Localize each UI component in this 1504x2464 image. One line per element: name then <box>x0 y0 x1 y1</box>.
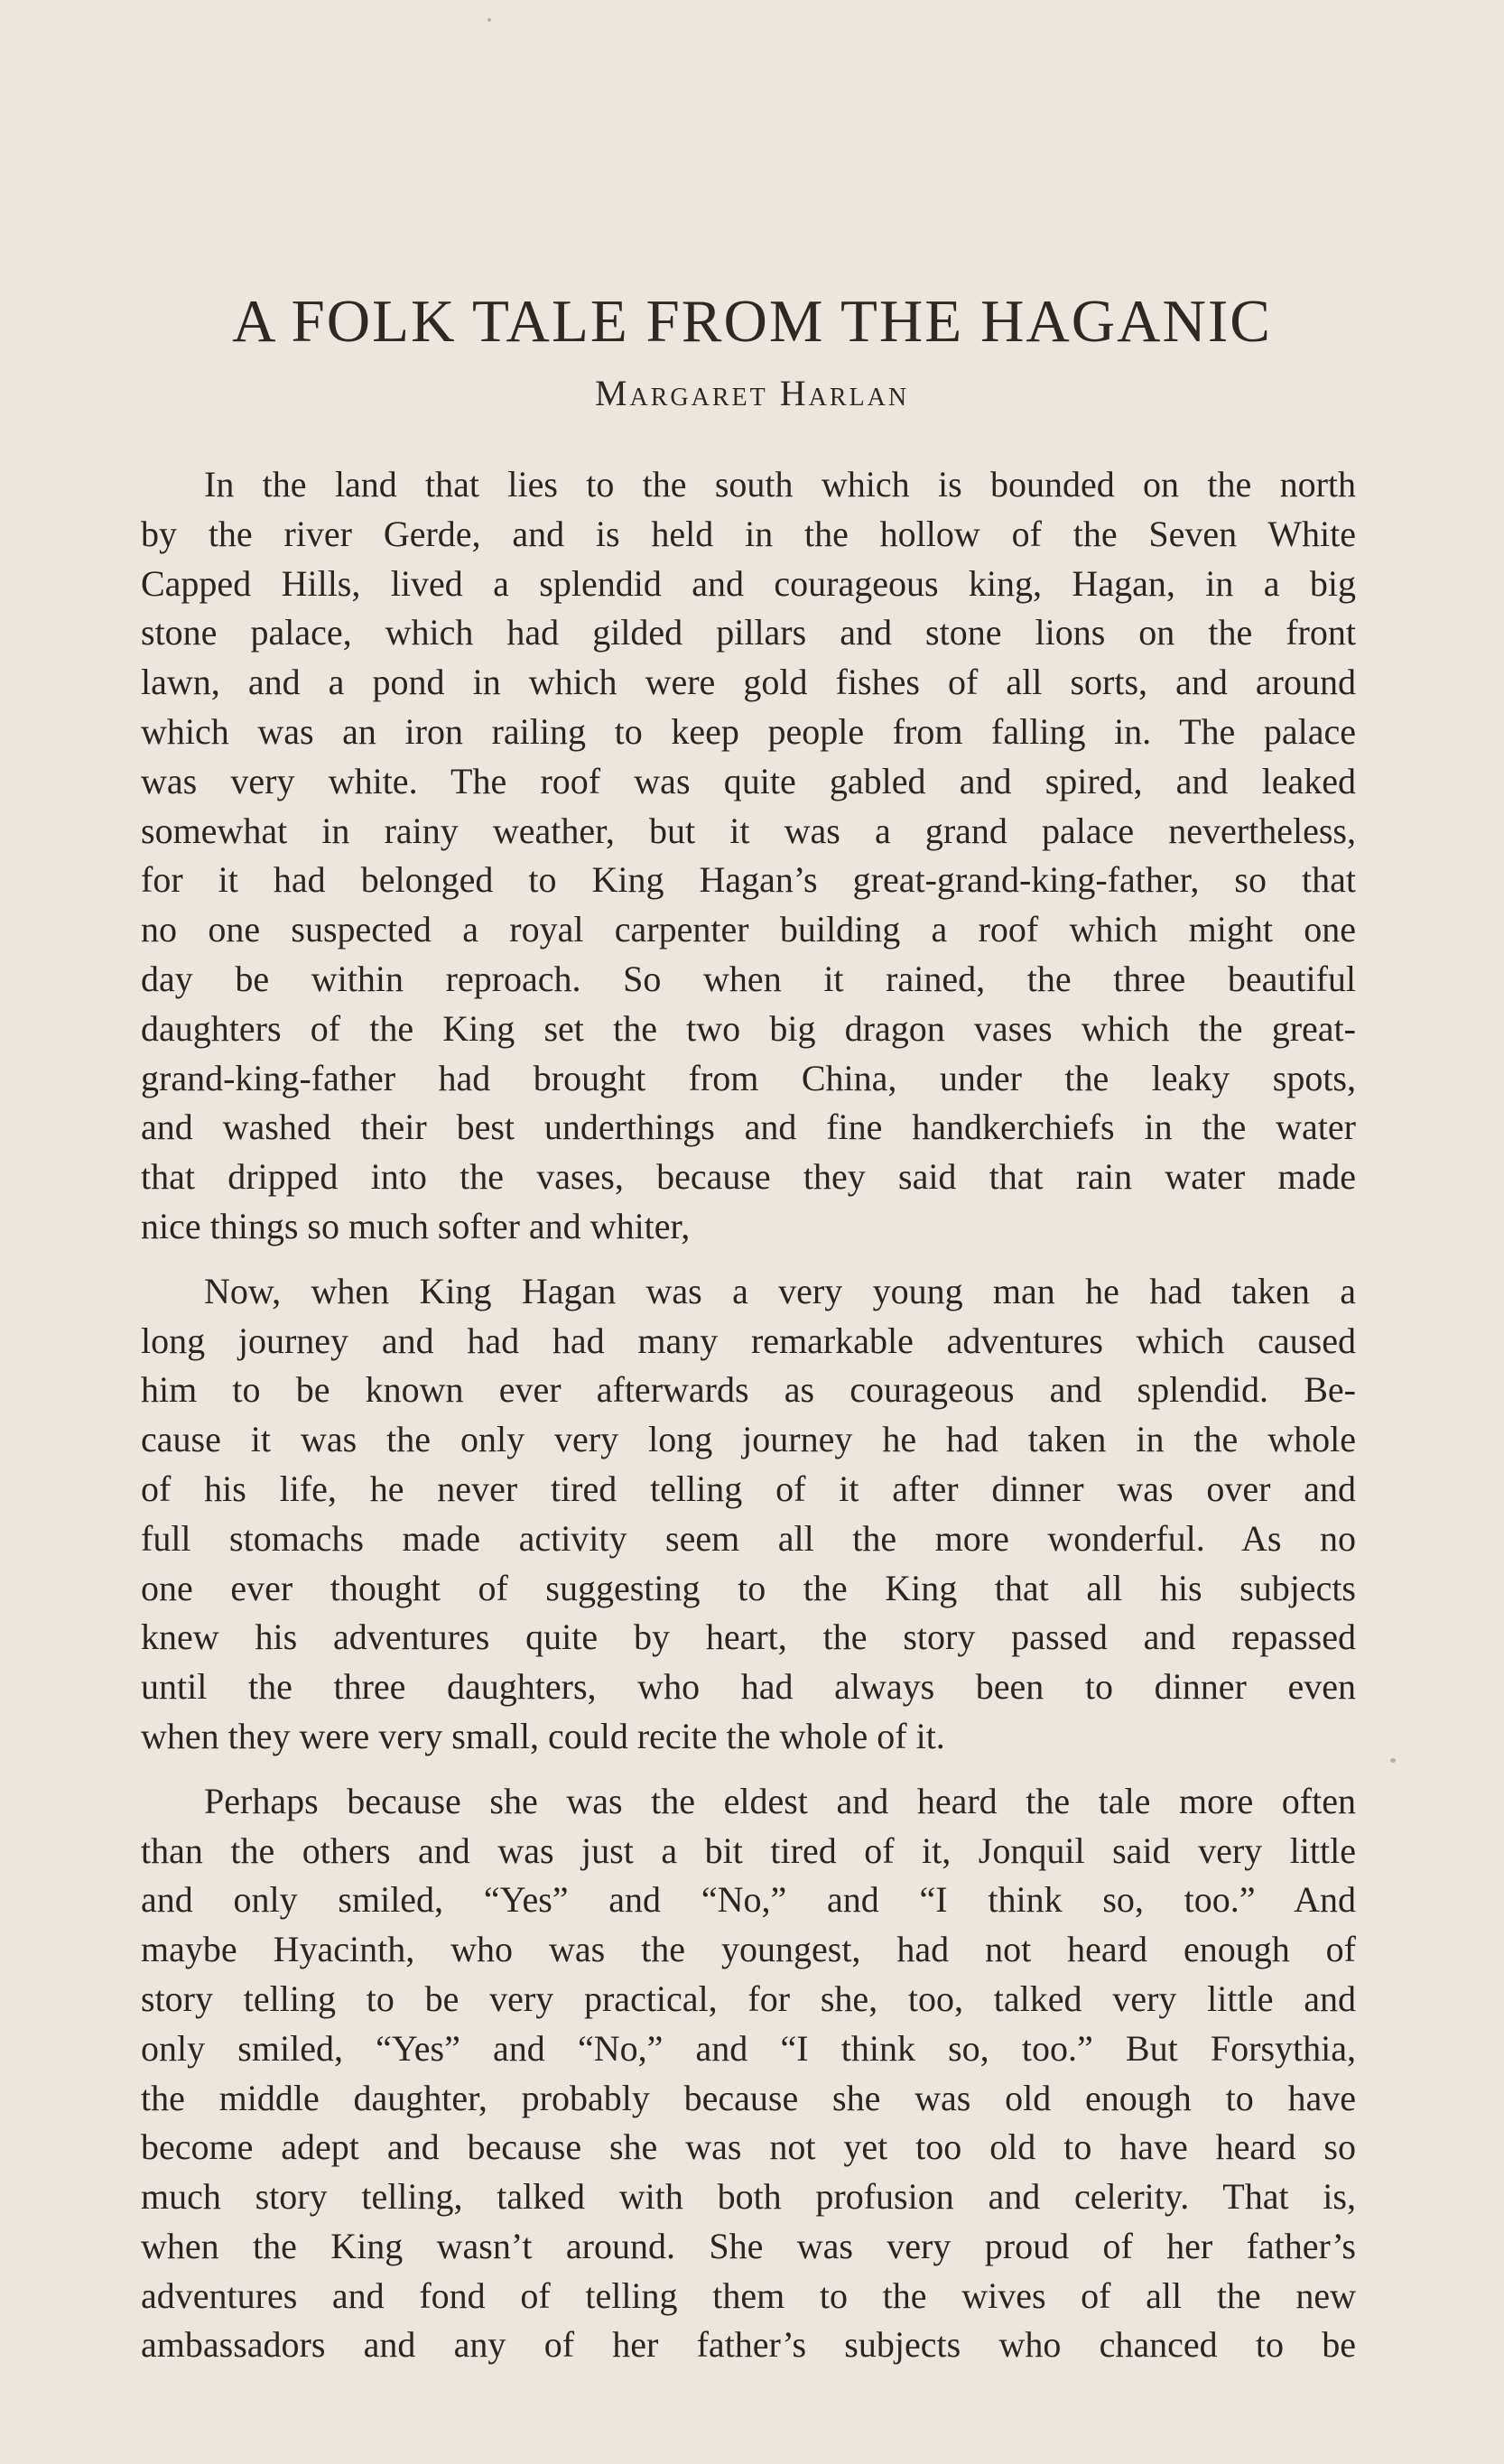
text-line: full stomachs made activity seem all the more wonderful. As no <box>141 1517 1356 1559</box>
text-line: when they were very small, could recite the whole of it. <box>141 1715 945 1756</box>
text-line: no one suspected a royal carpenter building a roof which might one <box>141 909 1356 950</box>
text-line: grand-king-father had brought from China, under the leaky spots, <box>141 1057 1356 1098</box>
paragraph <box>141 1267 1356 1762</box>
text-line: ambassadors and any of her father’s subjects who chanced to be <box>141 2324 1356 2366</box>
article-title: A FOLK TALE FROM THE HAGANIC <box>232 288 1272 355</box>
text-line: somewhat in rainy weather, but it was a grand palace nevertheless, <box>141 810 1356 851</box>
text-line: by the river Gerde, and is held in the hollow of the Seven White <box>141 513 1356 554</box>
text-line: Now, when King Hagan was a very young man he had taken a <box>204 1270 1356 1311</box>
text-line: lawn, and a pond in which were gold fishes of all sorts, and around <box>141 662 1356 703</box>
text-line: than the others and was just a bit tired of it, Jonquil said very little <box>141 1829 1356 1871</box>
paragraph <box>141 460 1356 1252</box>
print-speck <box>487 18 491 22</box>
text-line: knew his adventures quite by heart, the story passed and repassed <box>141 1616 1356 1658</box>
text-line: one ever thought of suggesting to the King that all his subjects <box>141 1567 1356 1608</box>
article-author: Margaret Harlan <box>594 373 910 413</box>
article-body <box>141 460 1356 2385</box>
text-line: nice things so much softer and whiter, <box>141 1205 691 1246</box>
print-speck <box>1390 1758 1396 1763</box>
text-line: story telling to be very practical, for she, too, talked very little and <box>141 1978 1356 2019</box>
text-line: of his life, he never tired telling of it after dinner was over and <box>141 1468 1356 1509</box>
text-line: that dripped into the vases, because they said that rain water made <box>141 1156 1356 1198</box>
text-line: adventures and fond of telling them to the wives of all the new <box>141 2274 1356 2316</box>
text-line: him to be known ever afterwards as courageous and splendid. Be- <box>141 1369 1356 1411</box>
text-line: and washed their best underthings and fine handkerchiefs in the water <box>141 1107 1356 1148</box>
text-line: In the land that lies to the south which is bounded on the north <box>204 464 1356 505</box>
text-line: day be within reproach. So when it rained, the three beautiful <box>141 958 1356 999</box>
text-line: Perhaps because she was the eldest and heard the tale more often <box>204 1780 1356 1821</box>
text-line: the middle daughter, probably because she was old enough to have <box>141 2077 1356 2118</box>
text-line: become adept and because she was not yet too old to have heard so <box>141 2126 1356 2168</box>
text-line: Capped Hills, lived a splendid and courageous king, Hagan, in a big <box>141 562 1356 604</box>
text-line: when the King wasn’t around. She was very proud of her father’s <box>141 2225 1356 2266</box>
text-line: which was an iron railing to keep people from falling in. The palace <box>141 710 1356 752</box>
text-line: stone palace, which had gilded pillars and stone lions on the front <box>141 612 1356 653</box>
paragraph <box>141 1777 1356 2371</box>
text-line: much story telling, talked with both profusion and celerity. That is, <box>141 2176 1356 2218</box>
text-line: and only smiled, “Yes” and “No,” and “I think so, too.” And <box>141 1879 1356 1921</box>
text-line: maybe Hyacinth, who was the youngest, had not heard enough of <box>141 1929 1356 1970</box>
text-line: was very white. The roof was quite gabled and spired, and leaked <box>141 760 1356 801</box>
text-line: long journey and had had many remarkable adventures which caused <box>141 1320 1356 1361</box>
text-line: cause it was the only very long journey he had taken in the whole <box>141 1419 1356 1460</box>
text-line: until the three daughters, who had always been to dinner even <box>141 1666 1356 1708</box>
text-line: daughters of the King set the two big dragon vases which the great- <box>141 1007 1356 1049</box>
text-line: for it had belonged to King Hagan’s great-grand-king-father, so that <box>141 859 1356 901</box>
text-line: only smiled, “Yes” and “No,” and “I think so, too.” But Forsythia, <box>141 2027 1356 2069</box>
